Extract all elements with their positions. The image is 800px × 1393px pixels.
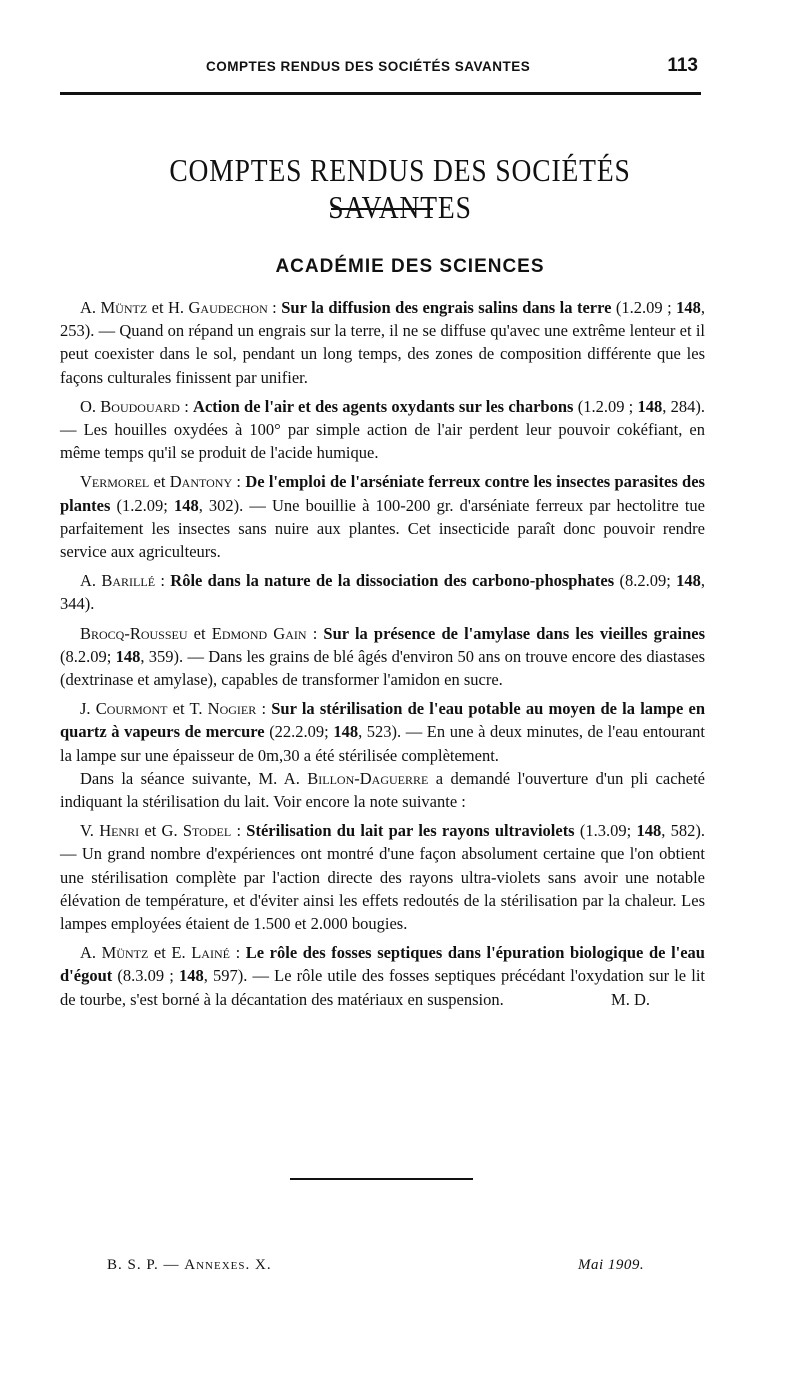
author-name: Courmont — [95, 699, 168, 719]
running-title: COMPTES RENDUS DES SOCIÉTÉS SAVANTES — [206, 59, 531, 74]
entry-summary: Dans les grains de blé âgés d'environ 50 ans on trouve encore des diastases (dextrinase et amylase), capables de transformer l'amidon en sucre. — [60, 646, 705, 690]
volume-number: 148 — [676, 298, 701, 317]
volume-number: 148 — [676, 571, 701, 591]
entry-title: De l'emploi de l'arséniate ferreux contre les insectes parasites des plantes — [60, 472, 705, 515]
author-name: Henri — [99, 821, 140, 841]
entry-summary: Une bouillie à 100-200 gr. d'arséniate ferreux par hectolitre tue parfaitement les insectes sans nuire aux plantes. Cet insecticide paraît donc pouvoir rendre service aux agriculteurs. — [60, 495, 705, 562]
author-name: Müntz — [100, 298, 148, 317]
volume-number: 148 — [333, 722, 359, 742]
entry-title: Sur la présence de l'amylase dans les vieilles graines — [323, 623, 705, 643]
entry-summary: Les houilles oxydées à 100° par simple action de l'air perdent leur pouvoir cokéfiant, en même temps qu'il se produit de l'acide humique. — [60, 420, 706, 463]
abstract-entry: Vermorel et Dantony : De l'emploi de l'arséniate ferreux contre les insectes parasites des plantes (1.2.09; 148, 302). — Une bouillie à 100-200 gr. d'arséniate ferreux par hectolitre tue parfaitement les insectes sans nuire aux plantes. Cet insecticide paraît donc pouvoir rendre service aux agriculteurs. — [60, 472, 705, 562]
author-name: Nogier — [207, 699, 257, 719]
abstract-entry: A. Müntz et E. Lainé : Le rôle des fosses septiques dans l'épuration biologique de l'eau d'égout (8.3.09 ; 148, 597). — Le rôle utile des fosses septiques précédant l'oxydation sur le lit de tourbe, s'est borné à la décantation des matériaux en suspension. M. D. — [60, 941, 705, 1011]
running-header — [60, 55, 700, 81]
entry-title: Action de l'air et des agents oxydants sur les charbons — [193, 396, 574, 416]
author-name: Barillé — [101, 571, 156, 591]
entry-summary: En une à deux minutes, de l'eau entourant la lampe sur une épaisseur de 0m,30 a été stérilisée complètement. — [60, 722, 706, 765]
abstract-entry: A. Müntz et H. Gaudechon : Sur la diffusion des engrais salins dans la terre (1.2.09 ; 148, 253). — Quand on répand un engrais sur la terre, il ne se diffuse qu'avec une extrême lenteur et il peut coexister dans le sol, pendant un long temps, des zones de composition différente que les façons culturales finissent par unifier. — [60, 298, 706, 387]
page-title: COMPTES RENDUS DES SOCIÉTÉS SAVANTES — [169, 152, 631, 225]
end-rule — [290, 1178, 473, 1180]
author-name: Müntz — [101, 943, 149, 963]
author-name: Boudouard — [100, 396, 180, 416]
entry-summary: Le rôle utile des fosses septiques précédant l'oxydation sur le lit de tourbe, s'est borné à la décantation des matériaux en suspension. — [60, 966, 705, 1009]
signature: M. D. — [611, 989, 650, 1009]
page-number: 113 — [667, 55, 698, 76]
author-name: Vermorel — [80, 472, 150, 492]
entry-title: Le rôle des fosses septiques dans l'épuration biologique de l'eau d'égout — [60, 943, 705, 986]
title-rule — [331, 208, 433, 210]
entry-summary: Quand on répand un engrais sur la terre, il ne se diffuse qu'avec une extrême lenteur et il peut coexister dans le sol, pendant un long temps, des zones de composition différente que les façons culturales finissent par unifier. — [60, 321, 705, 387]
author-name: Dantony — [169, 472, 233, 492]
volume-number: 148 — [178, 966, 204, 986]
footer-journal-ref: B. S. P. — Annexes. X. — [107, 1257, 272, 1273]
entry-title: Sur la stérilisation de l'eau potable au moyen de la lampe en quartz à vapeurs de mercure — [60, 699, 705, 742]
entry-title: Stérilisation du lait par les rayons ultraviolets — [246, 821, 575, 841]
author-name: Billon-Daguerre — [307, 768, 429, 788]
abstract-entry: J. Courmont et T. Nogier : Sur la stérilisation de l'eau potable au moyen de la lampe en quartz à vapeurs de mercure (22.2.09; 148, 523). — En une à deux minutes, de l'eau entourant la lampe sur une épaisseur de 0m,30 a été stérilisée complètement. — [60, 699, 706, 765]
entry-summary: Un grand nombre d'expériences ont montré d'une façon absolument certaine que l'on obtient une stérilisation complète par l'action directe des rayons ultra-violets sans avoir une notable élévation de température, et d'éviter ainsi les effets redoutés de la stérilisation par la chaleur. Les lampes employées étaient de 1.500 et 2.000 bougies. — [60, 844, 705, 934]
author-name: Stodel — [182, 821, 232, 841]
abstract-entry: Brocq-Rousseu et Edmond Gain : Sur la présence de l'amylase dans les vieilles graines (8.2.09; 148, 359). — Dans les grains de blé âgés d'environ 50 ans on trouve encore des diastases (dextrinase et amylase), capables de transformer l'amidon en sucre. — [60, 623, 705, 690]
entry-title: Rôle dans la nature de la dissociation des carbono-phosphates — [170, 571, 615, 591]
volume-number: 148 — [173, 495, 199, 515]
author-name: Edmond Gain — [211, 623, 307, 643]
volume-number: 148 — [115, 646, 141, 666]
volume-number: 148 — [637, 396, 663, 416]
abstract-entry: V. Henri et G. Stodel : Stérilisation du lait par les rayons ultraviolets (1.3.09; 148, 582). — Un grand nombre d'expériences ont montré d'une façon absolument certaine que l'on obtient une stérilisation complète par l'action directe des rayons ultra-violets sans avoir une notable élévation de température, et d'éviter ainsi les effets redoutés de la stérilisation par la chaleur. Les lampes employées étaient de 1.500 et 2.000 bougies. — [60, 821, 705, 934]
session-note: Dans la séance suivante, M. A. Billon-Daguerre a demandé l'ouverture d'un pli cacheté indiquant la stérilisation du lait. Voir encore la note suivante : — [60, 768, 705, 812]
entry-title: Sur la diffusion des engrais salins dans la terre — [281, 298, 612, 317]
abstract-entry: A. Barillé : Rôle dans la nature de la dissociation des carbono-phosphates (8.2.09; 148, 344). — [60, 571, 705, 614]
author-name: Lainé — [191, 943, 230, 963]
author-name: Gaudechon — [188, 298, 268, 317]
author-name: Brocq-Rousseu — [80, 623, 188, 643]
header-rule — [60, 92, 701, 95]
article-body — [60, 296, 705, 1017]
section-heading: ACADÉMIE DES SCIENCES — [275, 256, 545, 277]
footer-date: Mai 1909. — [578, 1257, 645, 1273]
abstract-entry: O. Boudouard : Action de l'air et des agents oxydants sur les charbons (1.2.09 ; 148, 284). — Les houilles oxydées à 100° par simple action de l'air perdent leur pouvoir cokéfiant, en même temps qu'il se produit de l'acide humique. — [60, 396, 706, 463]
volume-number: 148 — [636, 821, 662, 841]
